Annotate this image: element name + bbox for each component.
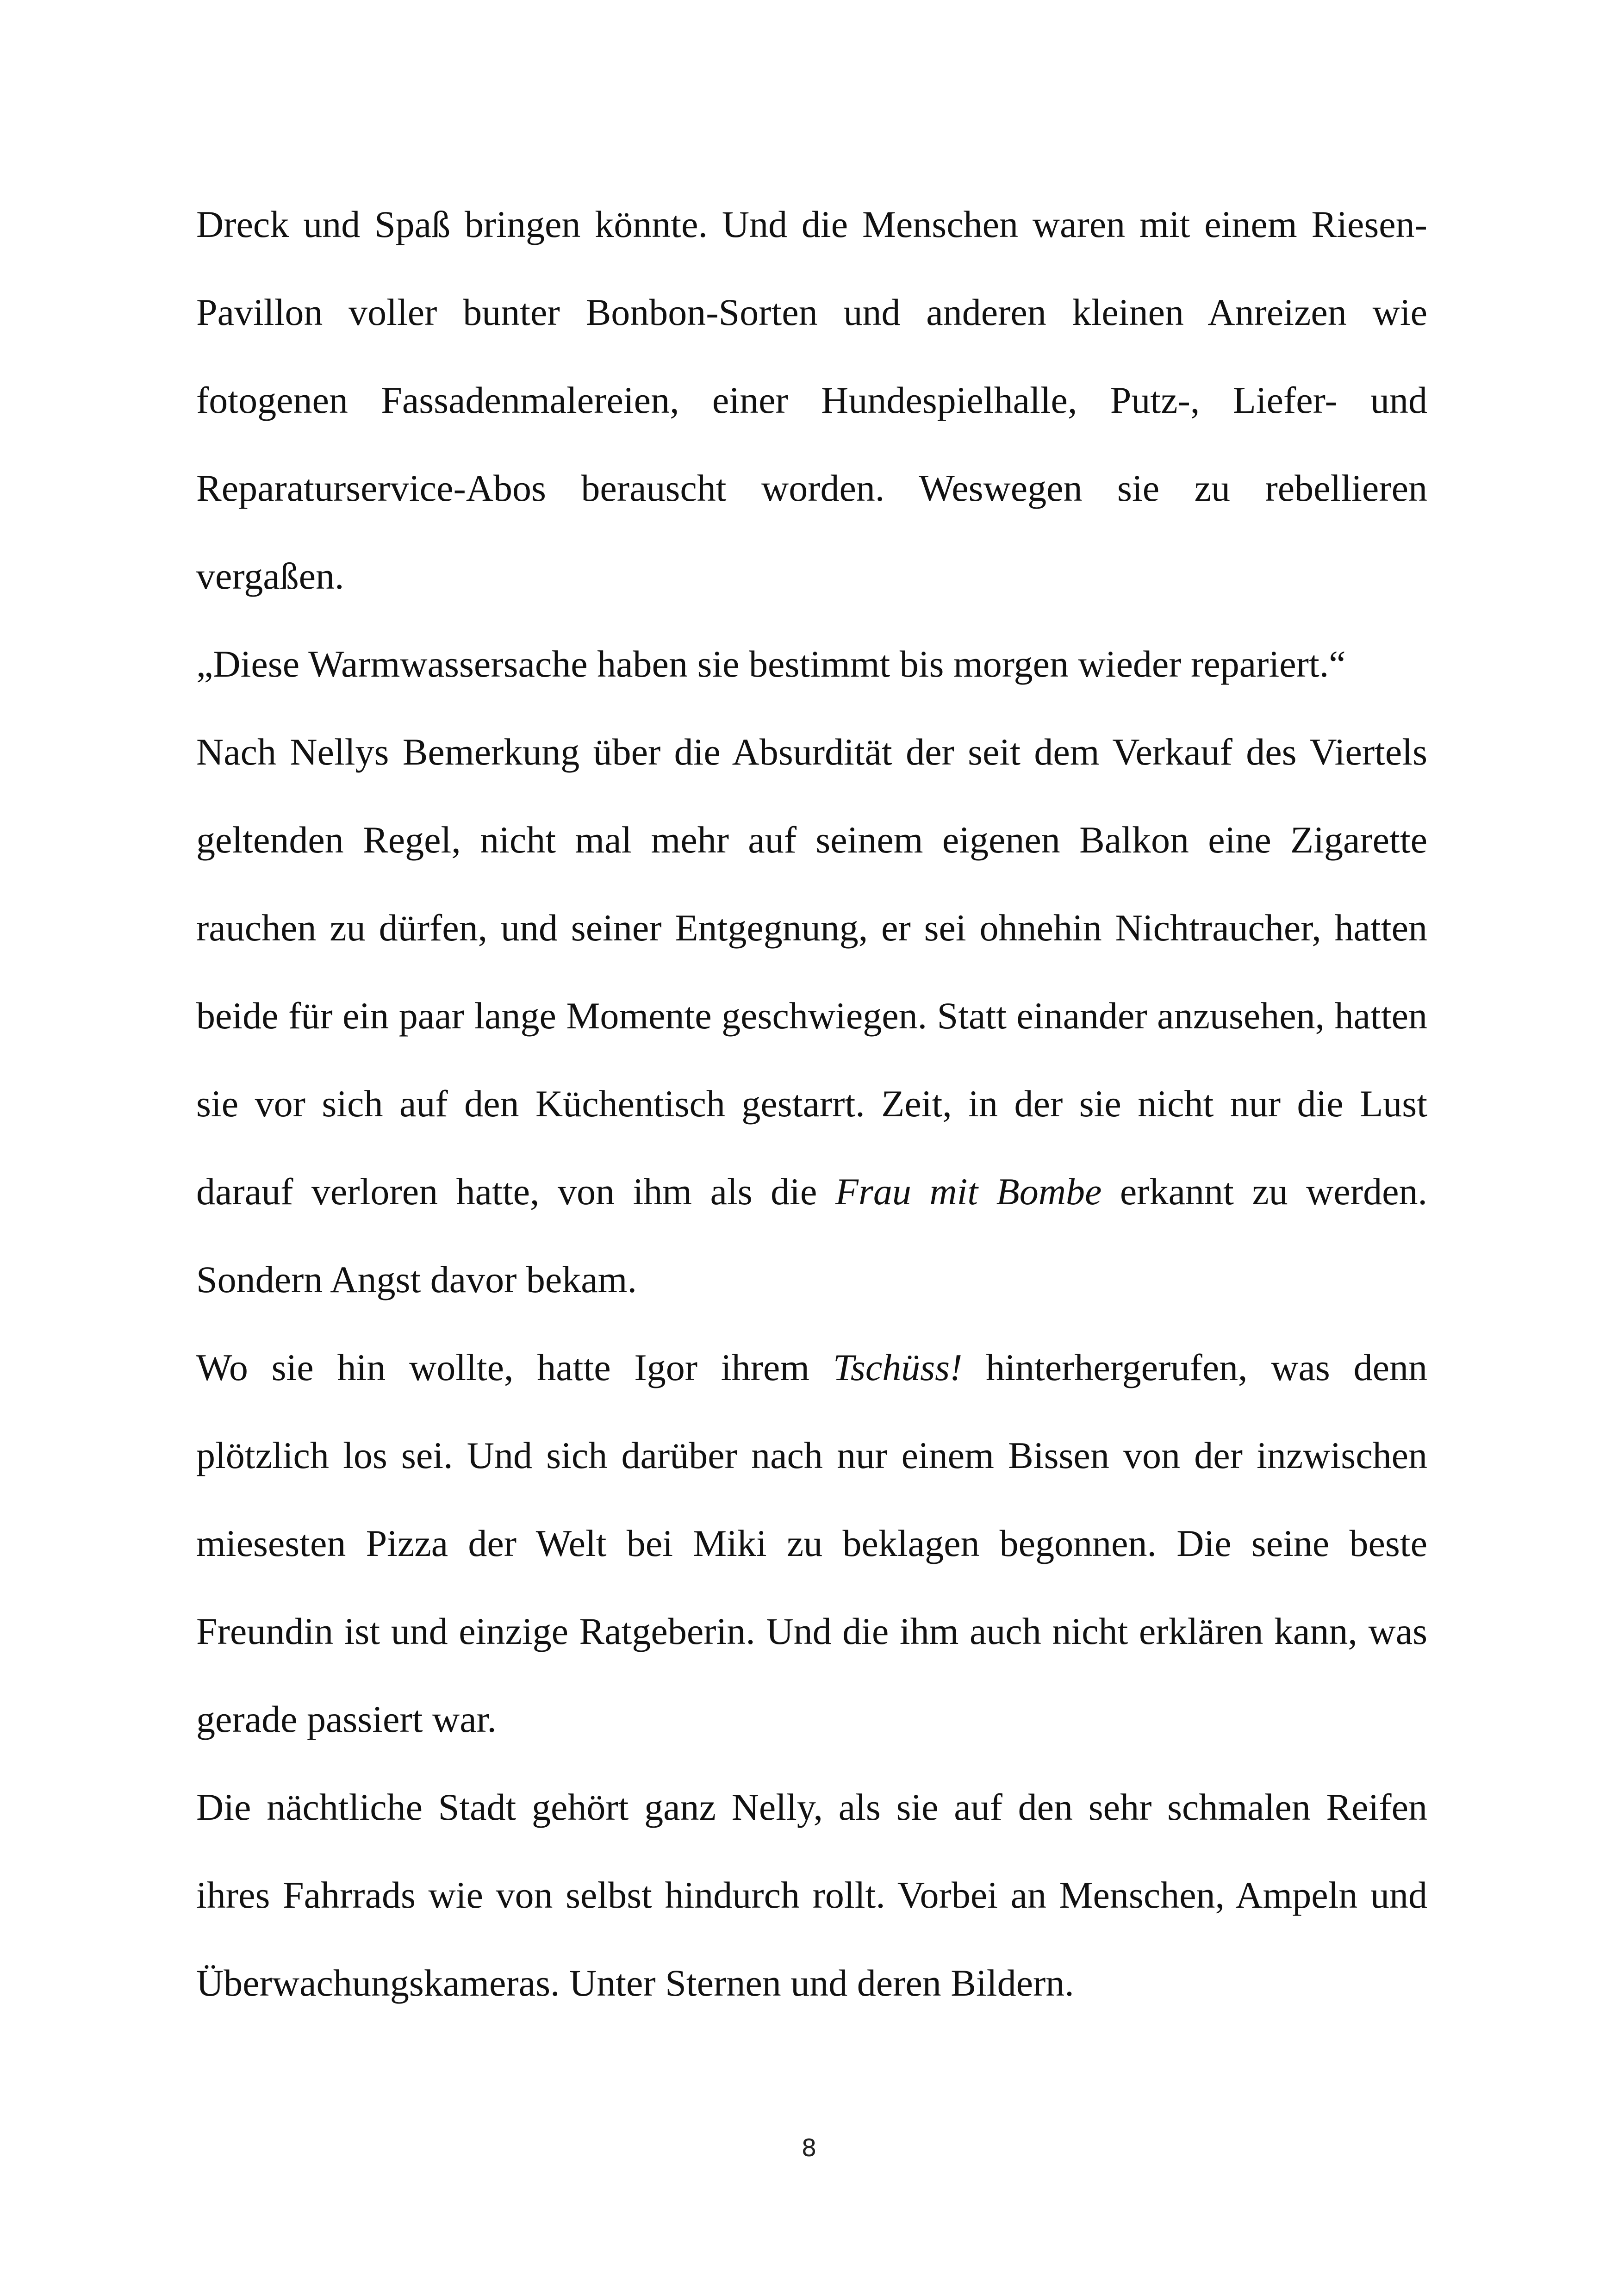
paragraph-text: „Diese Warmwassersache haben sie bestimmt bis morgen wieder repariert.“ xyxy=(196,643,1346,685)
paragraph xyxy=(196,1324,1427,1763)
body-text xyxy=(196,180,1427,2027)
paragraph-text: erkannt zu werden. Sondern Angst davor bekam. xyxy=(196,1170,1428,1300)
paragraph xyxy=(196,708,1427,1324)
paragraph-text: Dreck und Spaß bringen könnte. Und die Menschen waren mit einem Riesen-Pavillon voller bunter Bonbon-Sorten und anderen kleinen Anreizen wie fotogenen Fassadenmalereien, einer Hundespielhalle, Putz-, Liefer- und Reparaturservice-Abos berauscht worden. Weswegen sie zu rebellieren vergaßen. xyxy=(196,203,1427,597)
italic-phrase: Frau mit Bombe xyxy=(835,1170,1102,1213)
paragraph xyxy=(196,180,1427,620)
paragraph-text: Die nächtliche Stadt gehört ganz Nelly, als sie auf den sehr schmalen Reifen ihres Fahrrads wie von selbst hindurch rollt. Vorbei an Menschen, Ampeln und Überwachungskameras. Unter Sternen und deren Bildern. xyxy=(196,1786,1427,2004)
paragraph-text: Wo sie hin wollte, hatte Igor ihrem xyxy=(196,1346,833,1388)
paragraph xyxy=(196,1763,1427,2027)
paragraph-quote xyxy=(196,620,1427,708)
page-number: 8 xyxy=(801,2134,817,2162)
paragraph-text: Nach Nellys Bemerkung über die Absurdität der seit dem Verkauf des Viertels geltenden Regel, nicht mal mehr auf seinem eigenen Balkon eine Zigarette rauchen zu dürfen, und seiner Entgegnung, er sei ohnehin Nichtraucher, hatten beide für ein paar lange Momente geschwiegen. Statt einander anzusehen, hatten sie vor sich auf den Küchentisch gestarrt. Zeit, in der sie nicht nur die Lust darauf verloren hatte, von ihm als die xyxy=(196,731,1427,1213)
italic-phrase: Tschüss! xyxy=(833,1346,963,1388)
paragraph-text: hinterhergerufen, was denn plötzlich los sei. Und sich darüber nach nur einem Bissen von der inzwischen miesesten Pizza der Welt bei Miki zu beklagen begonnen. Die seine beste Freundin ist und einzige Ratgeberin. Und die ihm auch nicht erklären kann, was gerade passiert war. xyxy=(196,1346,1428,1740)
